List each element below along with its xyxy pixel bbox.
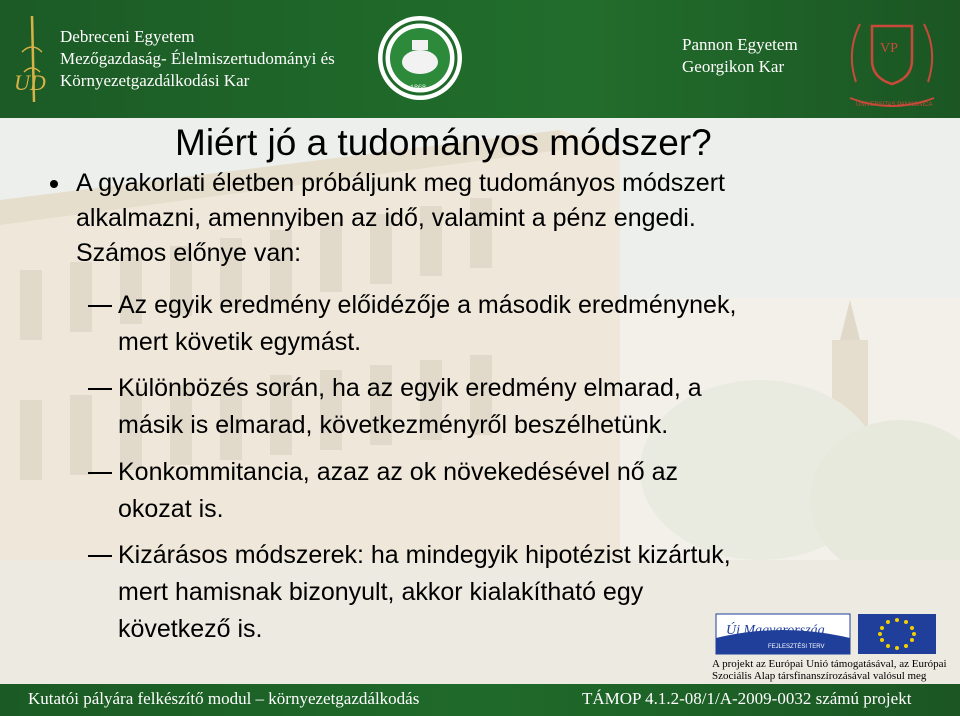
svg-text:1868: 1868 (410, 83, 426, 92)
sub-item-line: mert követik egymást. (118, 328, 362, 356)
sub-item-line: okozat is. (118, 495, 224, 523)
faculty-seal-logo-icon (376, 12, 464, 104)
sub-item-line: mert hamisnak bizonyult, akkor kialakítható egy (118, 578, 644, 606)
intro-line: A gyakorlati életben próbáljunk meg tudományos módszert (76, 169, 725, 197)
footer-project-text: TÁMOP 4.1.2-08/1/A-2009-0032 számú projekt (582, 689, 912, 708)
footer-module-text: Kutatói pályára felkészítő modul – környezetgazdálkodás (28, 689, 420, 708)
debrecen-university-logo-icon (10, 12, 54, 108)
dash-bullet-icon (88, 305, 112, 307)
sub-item-line: Különbözés során, ha az egyik eredmény elmarad, a (118, 374, 702, 402)
dash-bullet-icon (88, 555, 112, 557)
bullet-dot-icon (50, 180, 58, 188)
eu-caption: A projekt az Európai Unió támogatásával, az Európai Szociális Alap társfinanszírozásával valósul meg (712, 658, 947, 682)
sub-item-line: Konkommitancia, azaz az ok növekedésével nő az (118, 458, 679, 486)
header-band (0, 0, 960, 118)
sub-item-cause (88, 287, 736, 361)
sub-item-concomitance (88, 454, 678, 528)
sub-item-line: Az egyik eredmény előidézője a második eredménynek, (118, 291, 737, 319)
header-faculty-text-left: Debreceni Egyetem Mezőgazdaság- Élelmiszertudományi és Környezetgazdálkodási Kar (60, 27, 335, 90)
svg-text:UD: UD (14, 70, 46, 95)
sub-item-line: következő is. (118, 615, 263, 643)
intro-line: Számos előnye van: (76, 239, 302, 267)
intro-bullet (50, 166, 930, 271)
footer-band (0, 684, 960, 716)
sub-item-exclusion (88, 537, 731, 648)
sub-item-line: Kizárásos módszerek: ha mindegyik hipotézist kizártuk, (118, 541, 731, 569)
svg-text:VP: VP (880, 41, 898, 56)
intro-line: alkalmazni, amennyiben az idő, valamint a pénz engedi. (76, 204, 696, 232)
dash-bullet-icon (88, 388, 112, 390)
header-pannon-text: Pannon Egyetem Georgikon Kar (682, 35, 798, 76)
sub-item-difference (88, 370, 702, 444)
uj-magyarorszag-logo-text: Új Magyarország (726, 623, 825, 638)
svg-text:UNIVERSITAS PANNONICA: UNIVERSITAS PANNONICA (856, 102, 933, 108)
dash-bullet-icon (88, 472, 112, 474)
pannon-university-shield-icon (842, 12, 942, 110)
fejlesztesi-terv-text: FEJLESZTÉSI TERV (768, 644, 825, 650)
sub-item-line: másik is elmarad, következményről beszélhetünk. (118, 411, 669, 439)
slide-title: Miért jó a tudományos módszer? (175, 122, 712, 163)
